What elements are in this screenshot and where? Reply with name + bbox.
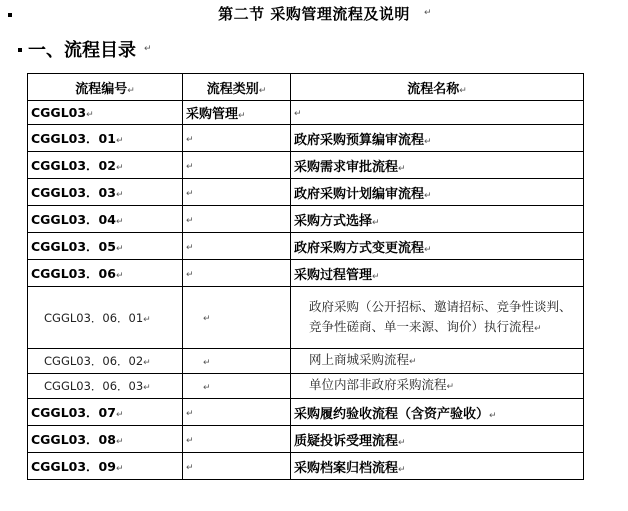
page-title: 第二节 采购管理流程及说明	[218, 5, 410, 23]
table-row	[28, 260, 584, 287]
return-mark-title: ↵	[424, 8, 432, 18]
table-row	[28, 399, 584, 426]
process-name-cell: 单位内部非政府采购流程↵	[291, 374, 584, 399]
header-process-code: 流程编号↵	[28, 74, 183, 101]
table-row	[28, 287, 584, 349]
table-row	[28, 125, 584, 152]
process-code-cell: CGGL03．09↵	[28, 453, 183, 480]
process-code-cell: CGGL03↵	[28, 101, 183, 125]
process-name-cell: 采购档案归档流程↵	[291, 453, 584, 480]
process-code-cell: CGGL03．06．02↵	[28, 349, 183, 374]
process-name-cell: 采购需求审批流程↵	[291, 152, 584, 179]
table-row	[28, 426, 584, 453]
process-code-cell: CGGL03．08↵	[28, 426, 183, 453]
process-name-cell: 政府采购方式变更流程↵	[291, 233, 584, 260]
process-code-cell: CGGL03．02↵	[28, 152, 183, 179]
table-row	[28, 349, 584, 374]
process-code-cell: CGGL03．06．01↵	[28, 287, 183, 349]
table-row	[28, 374, 584, 399]
process-name-cell: ↵	[291, 101, 584, 125]
return-mark-section: ↵	[144, 44, 152, 54]
process-code-cell: CGGL03．07↵	[28, 399, 183, 426]
table-row	[28, 453, 584, 480]
process-category-cell: ↵	[183, 399, 291, 426]
process-code-cell: CGGL03．05↵	[28, 233, 183, 260]
process-code-cell: CGGL03．06↵	[28, 260, 183, 287]
table-row	[28, 206, 584, 233]
process-name-cell: 质疑投诉受理流程↵	[291, 426, 584, 453]
table-row	[28, 179, 584, 206]
process-code-cell: CGGL03．03↵	[28, 179, 183, 206]
process-category-cell: ↵	[183, 374, 291, 399]
process-category-cell: ↵	[183, 287, 291, 349]
process-category-cell: 采购管理↵	[183, 101, 291, 125]
process-category-cell: ↵	[183, 349, 291, 374]
table-row	[28, 101, 584, 125]
process-category-cell: ↵	[183, 152, 291, 179]
process-category-cell: ↵	[183, 206, 291, 233]
table-row	[28, 233, 584, 260]
process-code-cell: CGGL03．01↵	[28, 125, 183, 152]
process-name-cell: 政府采购预算编审流程↵	[291, 125, 584, 152]
process-catalog-table	[27, 73, 584, 480]
table-row	[28, 152, 584, 179]
process-name-cell: 网上商城采购流程↵	[291, 349, 584, 374]
process-category-cell: ↵	[183, 426, 291, 453]
section-heading: 一、流程目录	[28, 40, 136, 61]
paragraph-mark-2	[18, 48, 22, 52]
process-name-cell: 采购履约验收流程（含资产验收）↵	[291, 399, 584, 426]
process-name-cell: 政府采购（公开招标、邀请招标、竞争性谈判、竞争性磋商、单一来源、询价）执行流程↵	[291, 287, 584, 349]
process-code-cell: CGGL03．04↵	[28, 206, 183, 233]
process-category-cell: ↵	[183, 125, 291, 152]
process-category-cell: ↵	[183, 179, 291, 206]
header-process-category: 流程类别↵	[183, 74, 291, 101]
process-category-cell: ↵	[183, 260, 291, 287]
process-name-cell: 采购方式选择↵	[291, 206, 584, 233]
header-process-name: 流程名称↵	[291, 74, 584, 101]
table-header-row	[28, 74, 584, 101]
process-category-cell: ↵	[183, 233, 291, 260]
process-category-cell: ↵	[183, 453, 291, 480]
process-name-cell: 采购过程管理↵	[291, 260, 584, 287]
process-code-cell: CGGL03．06．03↵	[28, 374, 183, 399]
process-name-cell: 政府采购计划编审流程↵	[291, 179, 584, 206]
